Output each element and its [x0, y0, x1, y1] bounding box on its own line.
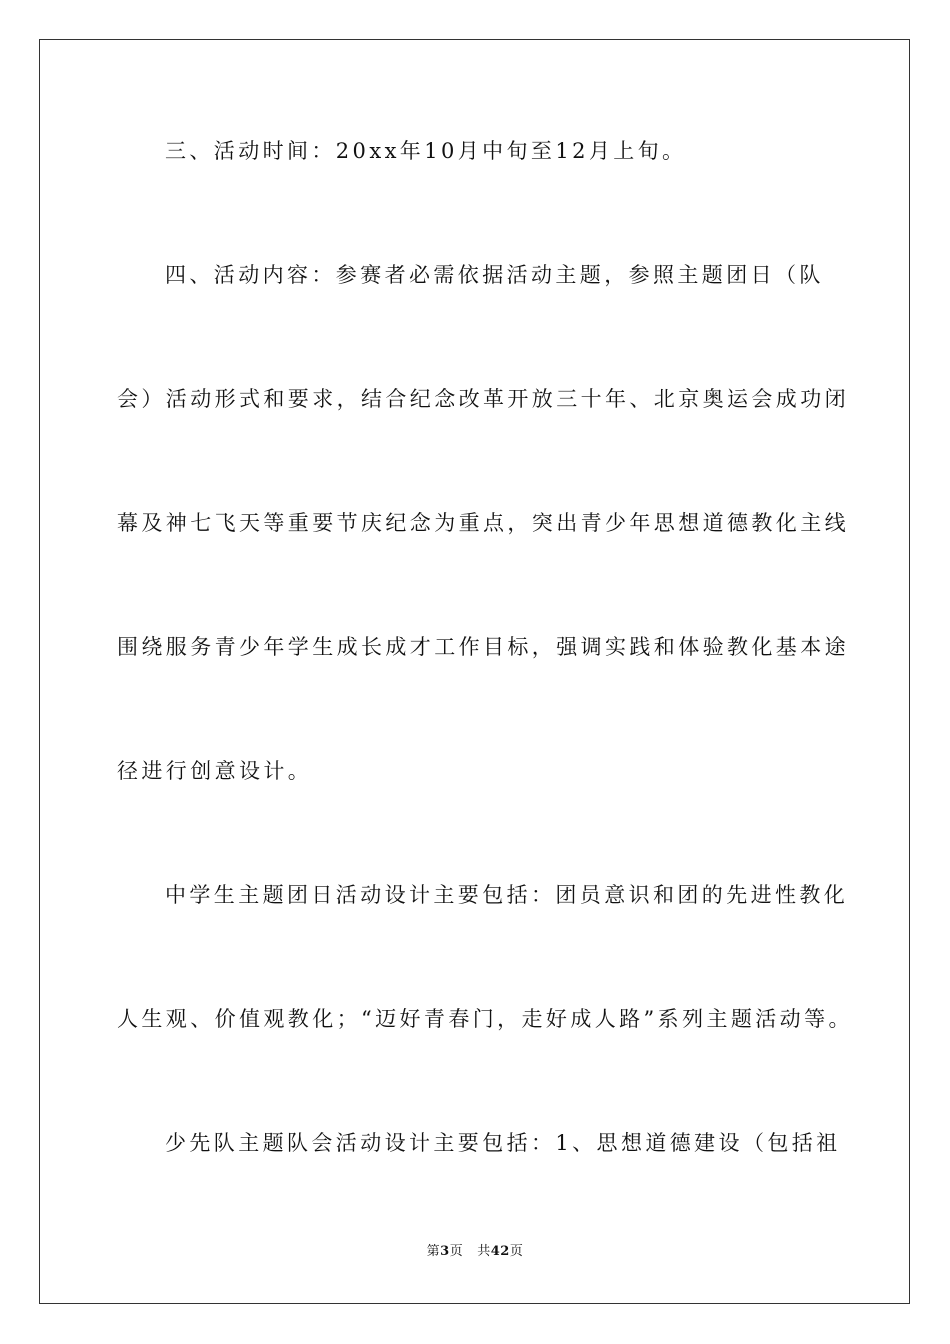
paragraph-line: 三、活动时间：20xx年10月中旬至12月上旬。: [165, 139, 687, 163]
paragraph-line: 人生观、价值观教化；“迈好青春门，走好成人路”系列主题活动等。: [117, 1007, 853, 1031]
paragraph-line: 围绕服务青少年学生成长成才工作目标，强调实践和体验教化基本途: [117, 635, 849, 659]
page-suffix: 页: [449, 1244, 464, 1259]
paragraph-line: 四、活动内容：参赛者必需依据活动主题，参照主题团日（队: [165, 263, 824, 287]
page-prefix: 第: [426, 1244, 441, 1259]
paragraph-line: 少先队主题队会活动设计主要包括：1、思想道德建设（包括祖: [165, 1131, 841, 1155]
total-prefix: 共: [477, 1244, 491, 1259]
paragraph-line: 幕及神七飞天等重要节庆纪念为重点，突出青少年思想道德教化主线: [117, 511, 849, 535]
paragraph-line: 中学生主题团日活动设计主要包括：团员意识和团的先进性教化: [165, 883, 849, 907]
page-number: 3: [440, 1244, 450, 1259]
total-pages: 42: [490, 1244, 510, 1259]
page-footer: [0, 1244, 950, 1260]
paragraph-line: 会）活动形式和要求，结合纪念改革开放三十年、北京奥运会成功闭: [117, 387, 849, 411]
page-border: [39, 39, 910, 1304]
paragraph-line: 径进行创意设计。: [117, 759, 313, 783]
total-suffix: 页: [509, 1244, 524, 1259]
